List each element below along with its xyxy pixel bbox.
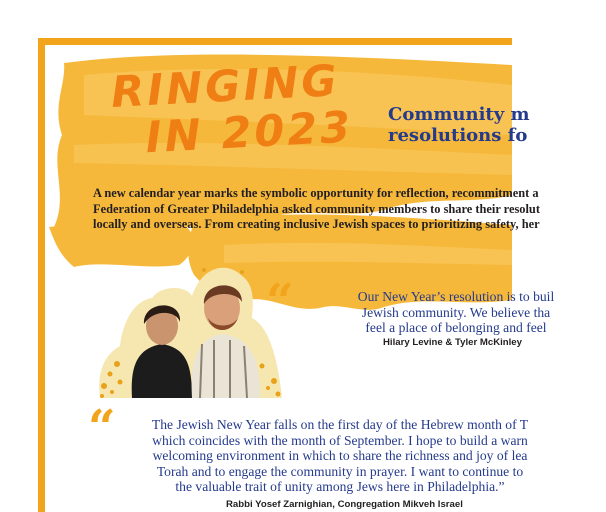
intro-line: A new calendar year marks the symbolic opportunity for reflection, recommitment a [93,186,539,200]
quote-line: the valuable trait of unity among Jews here in Philadelphia.” [175,479,505,494]
quote-line: which coincides with the month of September. I hope to build a warn [152,432,528,448]
frame-top-border [38,38,512,45]
quotation-mark-icon: “ [266,274,294,330]
quote-hilary-tyler [306,289,606,336]
quote-line: The Jewish New Year falls on the first day of the Hebrew month of T [151,417,529,432]
intro-line: Federation of Greater Philadelphia asked community members to share their resolut [93,201,540,216]
title-line-2: IN 2023 [144,102,355,164]
quote-attribution: Rabbi Yosef Zarnighian, Congregation Mikveh Israel [226,499,463,510]
quote-line: welcoming environment in which to share the richness and joy of lea [152,448,528,463]
quote-line: Jewish community. We believe tha [361,304,551,320]
subtitle-line-1: Community m [388,104,530,125]
subtitle-line-2: resolutions fo [388,125,528,146]
quote-line: feel a place of belonging and feel [365,320,547,335]
title-line-1: RINGING [109,56,341,118]
quote-line: Torah and to engage the community in prayer. I want to continue to [156,463,524,479]
subtitle [388,104,530,146]
quote-line: Our New Year’s resolution is to buil [357,289,555,304]
couple-photo [92,256,292,398]
quote-attribution: Hilary Levine & Tyler McKinley [383,337,522,348]
page-title [110,57,354,163]
intro-paragraph [93,186,540,233]
quote-rabbi [130,417,550,495]
quotation-mark-icon: “ [88,400,116,456]
intro-line: locally and overseas. From creating inclusive Jewish spaces to prioritizing safety, her [93,217,540,231]
